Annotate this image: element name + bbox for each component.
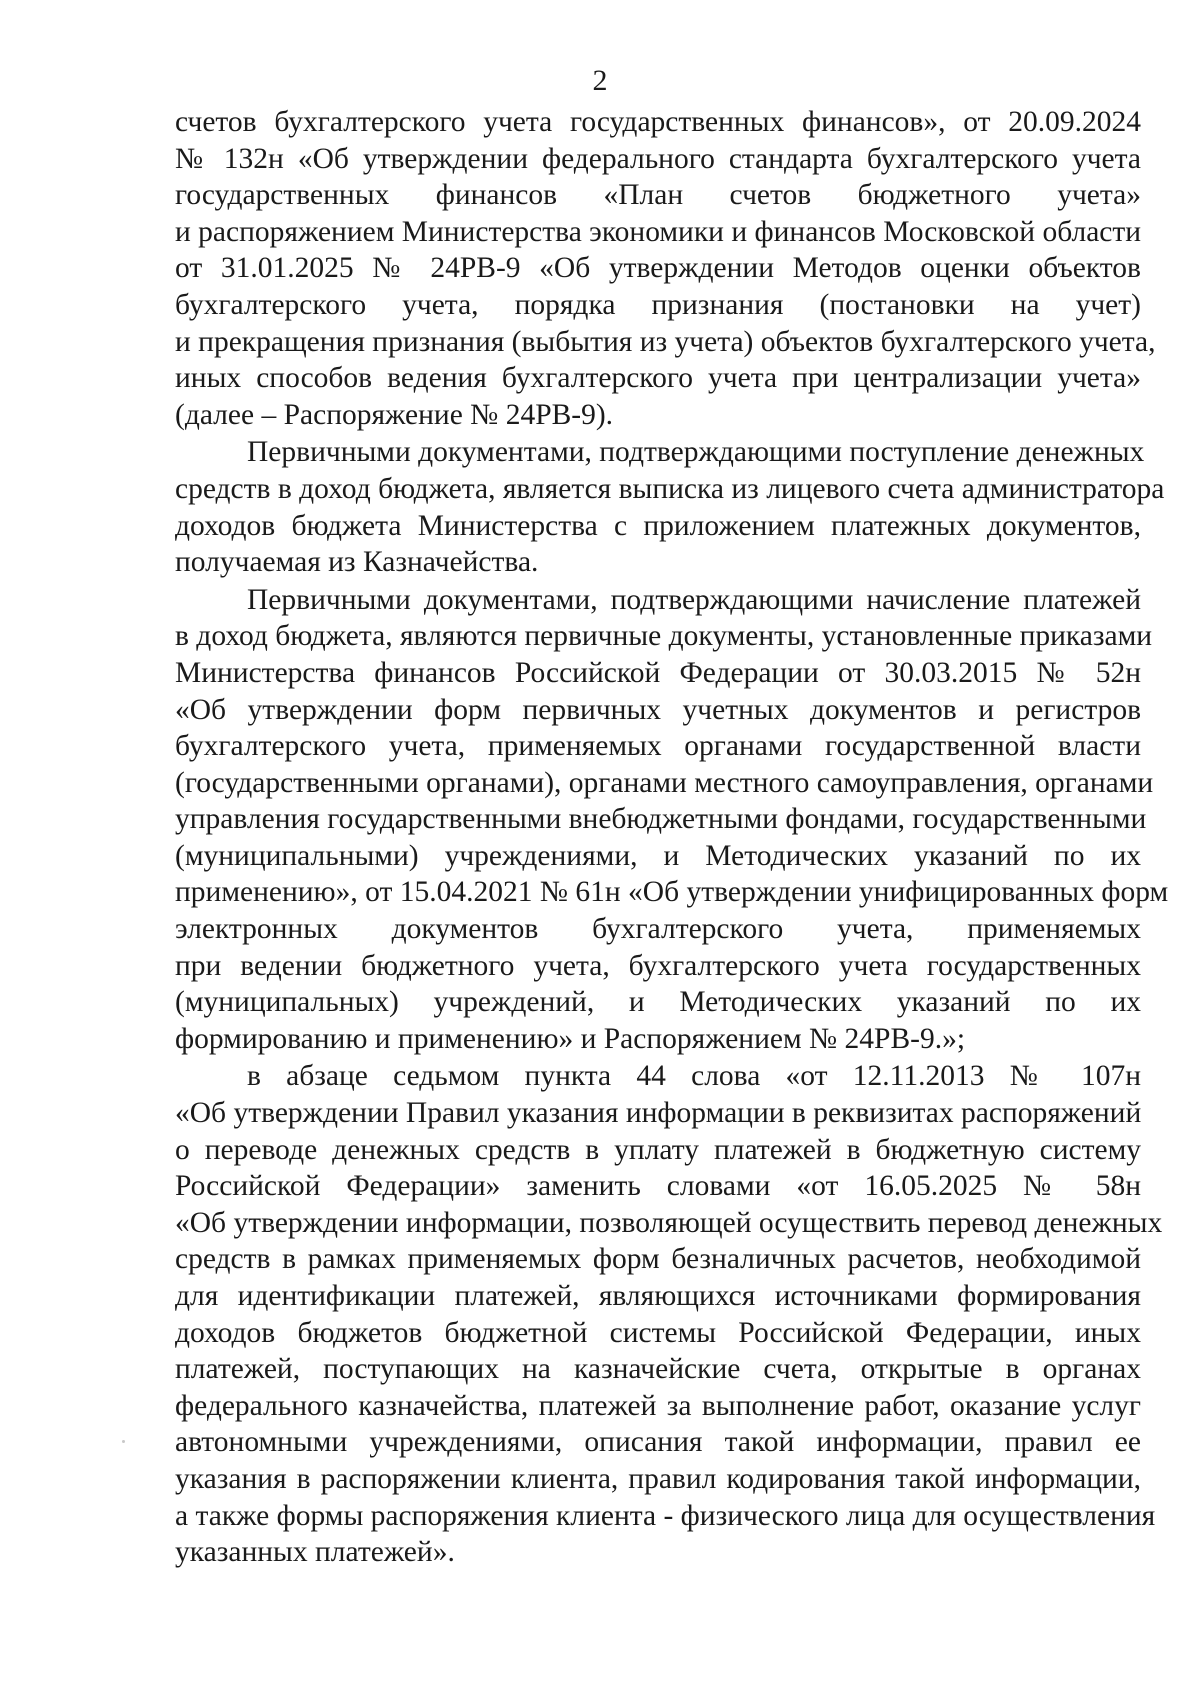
text-line: федерального казначейства, платежей за выполнение работ, оказание услуг <box>175 1389 1141 1422</box>
paragraph <box>175 434 1165 580</box>
paragraph <box>175 582 1169 1058</box>
text-line: применению», от 15.04.2021 № 61н «Об утверждении унифицированных форм <box>175 876 1169 909</box>
text-line: доходов бюджета Министерства с приложением платежных документов, <box>175 509 1141 542</box>
text-line: (далее – Распоряжение № 24РВ-9). <box>175 398 614 431</box>
text-line: № 132н «Об утверждении федерального стандарта бухгалтерского учета <box>175 142 1141 175</box>
text-line: автономными учреждениями, описания такой информации, правил ее <box>175 1426 1141 1459</box>
paragraph <box>175 104 1156 433</box>
text-line: и распоряжением Министерства экономики и финансов Московской области <box>175 215 1142 248</box>
text-line: получаемая из Казначейства. <box>175 546 539 579</box>
text-line: Первичными документами, подтверждающими начисление платежей <box>247 583 1141 616</box>
text-line: доходов бюджетов бюджетной системы Российской Федерации, иных <box>175 1316 1141 1349</box>
text-line: а также формы распоряжения клиента - физического лица для осуществления <box>175 1499 1156 1532</box>
text-line: от 31.01.2025 № 24РВ-9 «Об утверждении Методов оценки объектов <box>175 252 1141 285</box>
text-line: «Об утверждении информации, позволяющей осуществить перевод денежных <box>175 1206 1163 1239</box>
text-line: средств в рамках применяемых форм безналичных расчетов, необходимой <box>175 1243 1141 1276</box>
text-line: в абзаце седьмом пункта 44 слова «от 12.11.2013 № 107н <box>247 1060 1141 1093</box>
text-line: указанных платежей». <box>175 1536 455 1569</box>
text-line: платежей, поступающих на казначейские счета, открытые в органах <box>175 1353 1141 1386</box>
text-line: указания в распоряжении клиента, правил кодирования такой информации, <box>175 1462 1141 1495</box>
text-line: бухгалтерского учета, порядка признания (постановки на учет) <box>175 288 1141 321</box>
text-line: и прекращения признания (выбытия из учета) объектов бухгалтерского учета, <box>175 325 1156 358</box>
text-line: иных способов ведения бухгалтерского учета при централизации учета» <box>175 362 1141 395</box>
text-line: управления государственными внебюджетными фондами, государственными <box>175 803 1147 836</box>
text-line: (муниципальных) учреждений, и Методических указаний по их <box>175 986 1141 1019</box>
text-line: (государственными органами), органами местного самоуправления, органами <box>175 766 1154 799</box>
text-line: в доход бюджета, являются первичные документы, установленные приказами <box>175 620 1153 653</box>
text-line: Российской Федерации» заменить словами «от 16.05.2025 № 58н <box>175 1170 1141 1203</box>
paragraph <box>175 1058 1163 1570</box>
text-line: государственных финансов «План счетов бюджетного учета» <box>175 179 1141 212</box>
text-line: «Об утверждении Правил указания информации в реквизитах распоряжений <box>175 1097 1142 1130</box>
text-line: электронных документов бухгалтерского учета, применяемых <box>175 913 1141 946</box>
text-line: для идентификации платежей, являющихся источниками формирования <box>175 1280 1141 1312</box>
scan-speck <box>122 1440 125 1443</box>
text-line: при ведении бюджетного учета, бухгалтерского учета государственных <box>175 949 1141 982</box>
text-line: формированию и применению» и Распоряжением № 24РВ-9.»; <box>175 1022 966 1055</box>
document-body <box>175 104 1169 1571</box>
text-line: (муниципальными) учреждениями, и Методических указаний по их <box>175 839 1141 872</box>
text-line: бухгалтерского учета, применяемых органами государственной власти <box>175 730 1141 763</box>
text-line: Первичными документами, подтверждающими поступление денежных <box>247 436 1145 469</box>
page-number: 2 <box>592 64 608 97</box>
text-line: «Об утверждении форм первичных учетных документов и регистров <box>175 693 1141 726</box>
text-line: Министерства финансов Российской Федерации от 30.03.2015 № 52н <box>175 656 1141 689</box>
text-line: средств в доход бюджета, является выписка из лицевого счета администратора <box>175 472 1165 505</box>
text-line: о переводе денежных средств в уплату платежей в бюджетную систему <box>175 1133 1141 1166</box>
text-line: счетов бухгалтерского учета государственных финансов», от 20.09.2024 <box>175 106 1141 138</box>
